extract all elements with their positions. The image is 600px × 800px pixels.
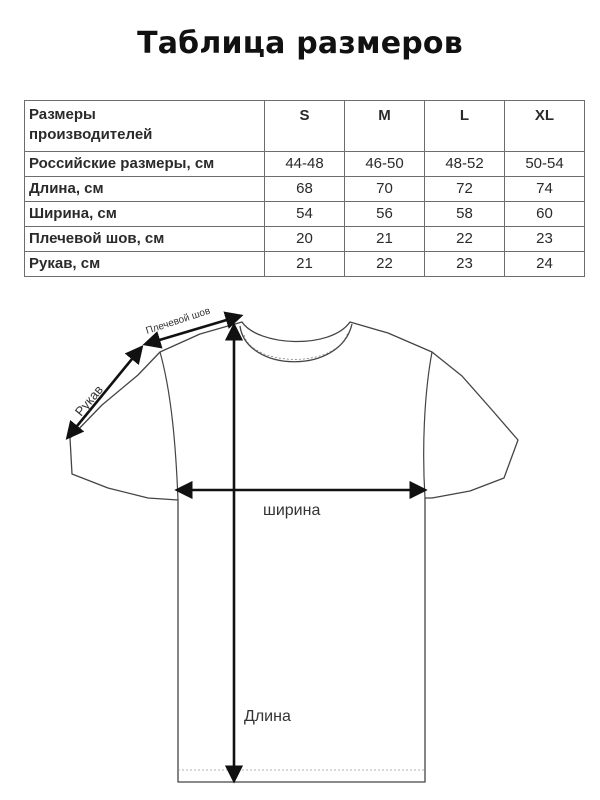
row-label-shoulder-seam: Плечевой шов, см	[25, 227, 265, 252]
table-cell: 58	[425, 202, 505, 227]
table-cell: 20	[265, 227, 345, 252]
left-sleeve-seam	[160, 352, 178, 500]
table-row	[25, 252, 585, 277]
table-cell: 54	[265, 202, 345, 227]
table-cell: 23	[425, 252, 505, 277]
page-title: Таблица размеров	[137, 26, 463, 61]
size-table	[24, 100, 585, 277]
table-row	[25, 202, 585, 227]
header-label-line-1: Размеры	[29, 106, 96, 123]
row-label-russian-size: Российские размеры, см	[25, 152, 265, 177]
row-label-width: Ширина, см	[25, 202, 265, 227]
tshirt-collar	[240, 324, 352, 362]
size-header-m: M	[345, 101, 425, 152]
table-cell: 46-50	[345, 152, 425, 177]
row-label-sleeve: Рукав, см	[25, 252, 265, 277]
tshirt-collar-stitch	[244, 332, 348, 359]
header-label-line-2: производителей	[29, 126, 153, 143]
table-header-row	[25, 101, 585, 152]
table-row	[25, 227, 585, 252]
table-cell: 56	[345, 202, 425, 227]
table-cell: 44-48	[265, 152, 345, 177]
size-header-s: S	[265, 101, 345, 152]
tshirt-outline	[70, 322, 518, 782]
table-cell: 70	[345, 177, 425, 202]
table-row	[25, 152, 585, 177]
header-label-cell	[25, 101, 265, 152]
table-cell: 50-54	[505, 152, 585, 177]
shoulder-seam-label: Плечевой шов	[144, 305, 212, 337]
tshirt-diagram	[0, 290, 600, 800]
table-cell: 23	[505, 227, 585, 252]
table-cell: 68	[265, 177, 345, 202]
table-cell: 21	[345, 227, 425, 252]
table-row	[25, 177, 585, 202]
table-cell: 22	[345, 252, 425, 277]
row-label-length: Длина, см	[25, 177, 265, 202]
table-cell: 24	[505, 252, 585, 277]
sleeve-label: Рукав	[71, 382, 106, 419]
table-cell: 48-52	[425, 152, 505, 177]
right-sleeve-seam	[424, 352, 432, 498]
width-label: ширина	[263, 502, 321, 519]
table-cell: 22	[425, 227, 505, 252]
size-header-xl: XL	[505, 101, 585, 152]
table-cell: 21	[265, 252, 345, 277]
table-cell: 74	[505, 177, 585, 202]
size-header-l: L	[425, 101, 505, 152]
length-label: Длина	[244, 708, 291, 725]
table-cell: 60	[505, 202, 585, 227]
table-cell: 72	[425, 177, 505, 202]
